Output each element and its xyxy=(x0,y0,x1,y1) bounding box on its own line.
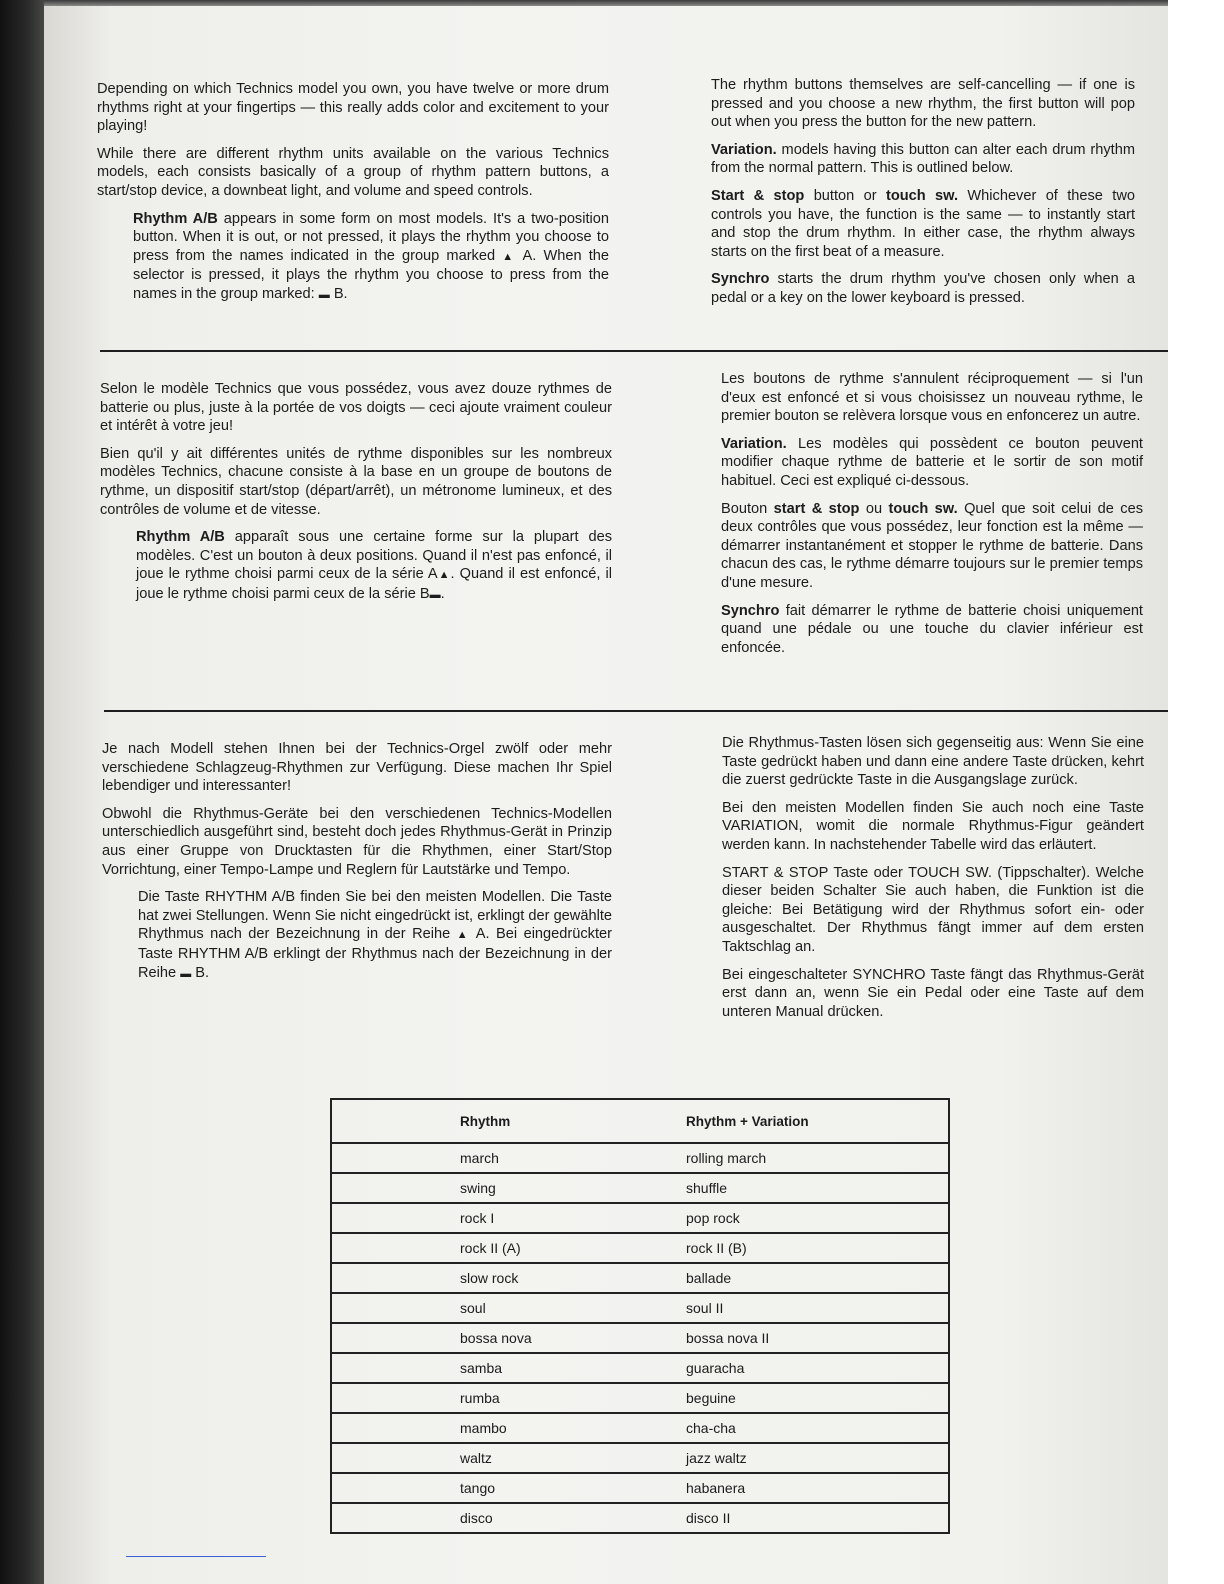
rhythm-cell: rock II (A) xyxy=(331,1233,686,1263)
fr-touch-sw-label: touch sw. xyxy=(888,500,958,517)
table-row xyxy=(331,1203,949,1233)
en-start-stop-text1: button or xyxy=(804,187,886,204)
rhythm-variation-table xyxy=(330,1098,950,1534)
en-synchro-text: starts the drum rhythm you've chosen only when a pedal or a key on the lower keyboard is pressed. xyxy=(711,271,1135,306)
en-units-paragraph: While there are different rhythm units available on the various Technics models, each consists basically of a group of rhythm pattern buttons, a start/stop device, a downbeat light, and volume and speed controls. xyxy=(97,145,609,199)
rhythm-cell: rock I xyxy=(331,1203,686,1233)
fr-group-b-symbol-icon: ▬ xyxy=(429,588,441,601)
table-row xyxy=(331,1173,949,1203)
fr-start-stop-label: start & stop xyxy=(773,500,860,517)
rhythm-cell: slow rock xyxy=(331,1263,686,1293)
en-start-stop-text2: Whichever of these two controls you have, the function is the same — to instantly start and stop the drum rhythm. In either case, the rhythm always starts on the first beat of a measure. xyxy=(711,187,1135,260)
fr-rhythm-ab-text-b: . Quand il est enfoncé, il joue le rythme choisi parmi ceux de la série B xyxy=(136,566,612,602)
rhythm-cell: rumba xyxy=(331,1383,686,1413)
variation-cell: shuffle xyxy=(686,1173,949,1203)
de-group-a-symbol-icon: ▲ xyxy=(456,929,471,942)
de-rhythm-ab-text-a: Die Taste RHYTHM A/B finden Sie bei den meisten Modellen. Die Taste hat zwei Stellungen. Wenn Sie nicht eingedrückt ist, erklingt der gewählte Rhythmus nach der Bezeichnung in der Reihe xyxy=(138,889,612,943)
rhythm-cell: waltz xyxy=(331,1443,686,1473)
en-rhythm-ab-text-b: A. When the selector is pressed, it plays the rhythm you choose to press from the names in the group marked: xyxy=(133,247,609,302)
table-row xyxy=(331,1233,949,1263)
en-start-stop-label: Start & stop xyxy=(711,187,805,204)
en-intro-paragraph: Depending on which Technics model you own, you have twelve or more drum rhythms right at your fingertips — this really adds color and excitement to your playing! xyxy=(97,81,609,135)
en-synchro-label: Synchro xyxy=(711,271,770,288)
en-rhythm-ab-text-c: B. xyxy=(329,285,348,302)
group-a-symbol-icon: ▲ xyxy=(502,250,517,263)
rhythm-cell: disco xyxy=(331,1503,686,1533)
de-variation-paragraph: Bei den meisten Modellen finden Sie auch noch eine Taste VARIATION, womit die normale Rhythmus-Figur geändert werden kann. In nachstehender Tabelle wird das erläutert. xyxy=(722,799,1144,853)
page-top-edge xyxy=(44,0,1168,6)
page-margin xyxy=(1168,0,1224,1584)
english-right-column xyxy=(711,76,1135,317)
rhythm-cell: bossa nova xyxy=(331,1323,686,1353)
group-b-symbol-icon: ▬ xyxy=(318,288,330,301)
header-rhythm: Rhythm xyxy=(331,1099,686,1143)
french-left-column xyxy=(100,380,612,614)
fr-intro-paragraph: Selon le modèle Technics que vous possédez, vous avez douze rythmes de batterie ou plus, juste à la portée de vos doigts — ceci ajoute vraiment couleur et intérêt à votre jeu! xyxy=(100,381,612,435)
header-rhythm-variation: Rhythm + Variation xyxy=(686,1099,949,1143)
de-synchro-paragraph: Bei eingeschalteter SYNCHRO Taste fängt das Rhythmus-Gerät erst dann an, wenn Sie ein Pedal oder eine Taste auf dem unteren Manual drücken. xyxy=(722,966,1144,1020)
fr-units-paragraph: Bien qu'il y ait différentes unités de rythme disponibles sur les nombreux modèles Technics, chacune consiste à la base en un groupe de boutons de rythme, un dispositif start/stop (départ/arrêt), un métronome lumineux, et des contrôles de volume et de vitesse. xyxy=(100,445,612,518)
en-rhythm-ab-paragraph xyxy=(133,210,609,305)
table-body xyxy=(331,1143,949,1533)
fr-start-stop-paragraph xyxy=(721,500,1143,593)
en-synchro-paragraph xyxy=(711,270,1135,307)
en-variation-text: models having this button can alter each drum rhythm from the normal pattern. This is outlined below. xyxy=(711,141,1135,177)
variation-cell: soul II xyxy=(686,1293,949,1323)
table-row xyxy=(331,1263,949,1293)
fr-self-cancel-paragraph: Les boutons de rythme s'annulent réciproquement — si l'un d'eux est enfoncé et si vous choisissez un nouveau rythme, le premier bouton se relèvera lorsque vous en enfoncerez un autre. xyxy=(721,371,1143,425)
fr-group-a-symbol-icon: ▲ xyxy=(437,569,451,582)
table-row xyxy=(331,1503,949,1533)
table-row xyxy=(331,1473,949,1503)
fr-synchro-paragraph xyxy=(721,602,1143,658)
german-right-column xyxy=(722,734,1144,1030)
variation-cell: rolling march xyxy=(686,1143,949,1173)
table-row xyxy=(331,1383,949,1413)
fr-rhythm-ab-text-a: apparaît sous une certaine forme sur la plupart des modèles. C'est un bouton à deux positions. Quand il n'est pas enfoncé, il joue le rythme choisi parmi ceux de la série A xyxy=(136,529,613,583)
de-units-paragraph: Obwohl die Rhythmus-Geräte bei den verschiedenen Technics-Modellen unterschiedlich ausgeführt sind, besteht doch jedes Rhythmus-Gerät in Prinzip aus einer Gruppe von Drucktasten für die Rhythmen, einer Start/Stop Vorrichtung, einer Tempo-Lampe und Reglern für Lautstärke und Tempo. xyxy=(102,805,612,878)
en-start-stop-paragraph xyxy=(711,187,1135,261)
table-row xyxy=(331,1323,949,1353)
variation-cell: rock II (B) xyxy=(686,1233,949,1263)
rhythm-cell: march xyxy=(331,1143,686,1173)
table-row xyxy=(331,1143,949,1173)
german-left-column xyxy=(102,740,612,992)
de-self-cancel-paragraph: Die Rhythmus-Tasten lösen sich gegenseitig aus: Wenn Sie eine Taste gedrückt haben und dann eine andere Taste drücken, kehrt die zuerst gedrückte Taste in die Ausgangslage zurück. xyxy=(722,735,1144,789)
fr-synchro-label: Synchro xyxy=(721,602,780,619)
rhythm-cell: mambo xyxy=(331,1413,686,1443)
table-header-row xyxy=(331,1099,949,1143)
book-spine-shadow xyxy=(0,0,46,1584)
rhythm-cell: soul xyxy=(331,1293,686,1323)
variation-cell: ballade xyxy=(686,1263,949,1293)
table-row xyxy=(331,1443,949,1473)
en-variation-paragraph xyxy=(711,141,1135,178)
rhythm-cell: swing xyxy=(331,1173,686,1203)
de-rhythm-ab-text-b: A. Bei eingedrückter Taste RHYTHM A/B erklingt der Rhythmus nach der Bezeichnung in der Reihe xyxy=(138,926,612,981)
scan-artifact-line xyxy=(126,1556,266,1557)
fr-variation-text: Les modèles qui possèdent ce bouton peuvent modifier chaque rythme de batterie et le sortir de son motif habituel. Ceci est expliqué ci-dessous. xyxy=(721,435,1143,489)
variation-cell: beguine xyxy=(686,1383,949,1413)
en-self-cancel-paragraph: The rhythm buttons themselves are self-cancelling — if one is pressed and you choose a new rhythm, the first button will pop out when you press the button for the new pattern. xyxy=(711,77,1135,131)
fr-start-stop-text1: ou xyxy=(859,500,889,517)
fr-rhythm-ab-text-c: . xyxy=(440,585,445,602)
variation-cell: guaracha xyxy=(686,1353,949,1383)
fr-start-stop-text2: Quel que soit celui de ces deux contrôles que vous possédez, leur fonction est la même — démarrer instantanément et stopper le rythme de batterie. Dans chacun des cas, le rythme démarre toujours sur le premier temps d'une mesure. xyxy=(721,500,1143,591)
variation-cell: cha-cha xyxy=(686,1413,949,1443)
section-divider-2 xyxy=(104,710,1168,712)
table-row xyxy=(331,1353,949,1383)
variation-cell: bossa nova II xyxy=(686,1323,949,1353)
table-row xyxy=(331,1293,949,1323)
variation-cell: jazz waltz xyxy=(686,1443,949,1473)
section-divider-1 xyxy=(100,350,1168,352)
table-row xyxy=(331,1413,949,1443)
de-rhythm-ab-text-c: B. xyxy=(191,964,210,981)
en-rhythm-ab-text-a: appears in some form on most models. It's a two-position button. When it is out, or not pressed, it plays the rhythm you choose to press from the names indicated in the group marked xyxy=(133,210,610,264)
rhythm-cell: tango xyxy=(331,1473,686,1503)
en-rhythm-ab-label: Rhythm A/B xyxy=(133,210,218,227)
variation-cell: disco II xyxy=(686,1503,949,1533)
de-start-stop-paragraph: START & STOP Taste oder TOUCH SW. (Tippschalter). Welche dieser beiden Schalter Sie auch haben, die Funktion ist die gleiche: Bei Betätigung wird der Rhythmus sofort ein- oder ausgeschaltet. Der Rhythmus fängt immer auf dem ersten Taktschlag an. xyxy=(722,864,1144,955)
de-group-b-symbol-icon: ▬ xyxy=(180,967,192,980)
fr-rhythm-ab-paragraph xyxy=(136,528,612,604)
de-intro-paragraph: Je nach Modell stehen Ihnen bei der Technics-Orgel zwölf oder mehr verschiedene Schlagzeug-Rhythmen zur Verfügung. Diese machen Ihr Spiel lebendiger und interessanter! xyxy=(102,741,612,795)
fr-synchro-text: fait démarrer le rythme de batterie choisi uniquement quand une pédale ou une touche du clavier inférieur est enfoncée. xyxy=(721,602,1143,656)
variation-cell: habanera xyxy=(686,1473,949,1503)
variation-cell: pop rock xyxy=(686,1203,949,1233)
rhythm-cell: samba xyxy=(331,1353,686,1383)
en-touch-sw-label: touch sw. xyxy=(885,187,959,204)
de-rhythm-ab-paragraph xyxy=(138,888,612,983)
fr-variation-paragraph xyxy=(721,435,1143,491)
en-variation-label: Variation. xyxy=(711,141,777,158)
fr-variation-label: Variation. xyxy=(721,435,787,452)
fr-rhythm-ab-label: Rhythm A/B xyxy=(136,529,225,546)
fr-start-stop-text0: Bouton xyxy=(721,500,774,517)
english-left-column xyxy=(97,80,609,314)
french-right-column xyxy=(721,370,1143,666)
